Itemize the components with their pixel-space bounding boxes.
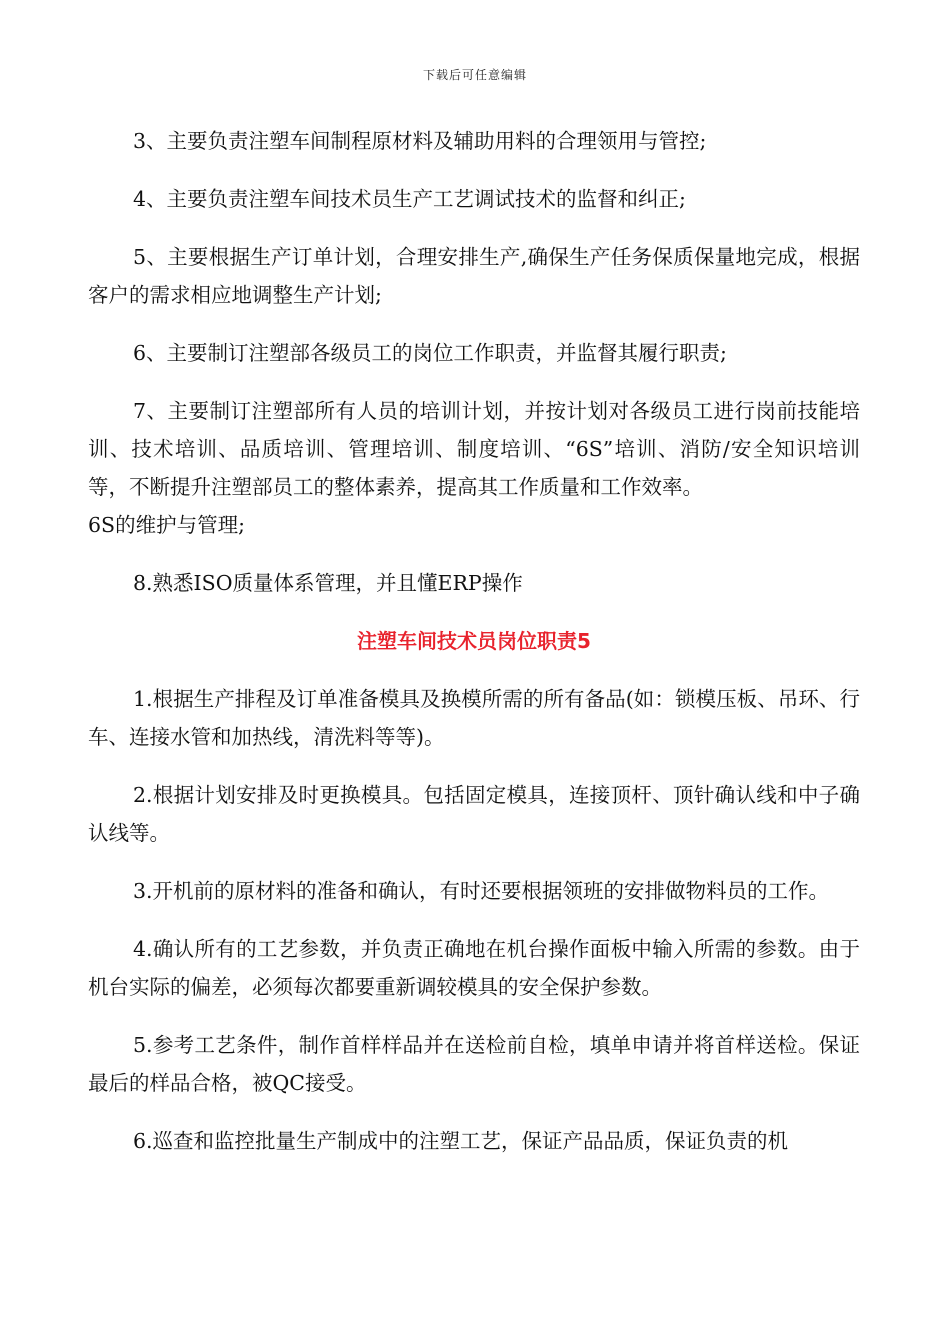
- paragraph-item-5: 5、主要根据生产订单计划，合理安排生产,确保生产任务保质保量地完成，根据客户的需求相应地调整生产计划;: [88, 245, 860, 307]
- paragraph-item-6: 6、主要制订注塑部各级员工的岗位工作职责，并监督其履行职责;: [133, 341, 727, 365]
- duty-item-4: 4.确认所有的工艺参数，并负责正确地在机台操作面板中输入所需的参数。由于机台实际的偏差，必须每次都要重新调较模具的安全保护参数。: [88, 937, 860, 999]
- section-title: 注塑车间技术员岗位职责5: [357, 629, 591, 653]
- paragraph-item-4: 4、主要负责注塑车间技术员生产工艺调试技术的监督和纠正;: [133, 187, 686, 211]
- duty-item-2: 2.根据计划安排及时更换模具。包括固定模具，连接顶杆、顶针确认线和中子确认线等。: [88, 783, 860, 845]
- document-body: [88, 122, 860, 1180]
- paragraph-item-7: 7、主要制订注塑部所有人员的培训计划，并按计划对各级员工进行岗前技能培训、技术培训、品质培训、管理培训、制度培训、“6S”培训、消防/安全知识培训等，不断提升注塑部员工的整体素养，提高其工作质量和工作效率。: [88, 399, 860, 499]
- paragraph-item-3: 3、主要负责注塑车间制程原材料及辅助用料的合理领用与管控;: [133, 129, 707, 153]
- header-note: 下载后可任意编辑: [422, 68, 527, 82]
- paragraph-item-8: 8.熟悉ISO质量体系管理，并且懂ERP操作: [133, 571, 523, 595]
- duty-item-1: 1.根据生产排程及订单准备模具及换模所需的所有备品(如：锁模压板、吊环、行车、连接水管和加热线，清洗料等等)。: [88, 687, 860, 749]
- duty-item-6: 6.巡查和监控批量生产制成中的注塑工艺，保证产品品质，保证负责的机: [133, 1129, 789, 1153]
- duty-item-5: 5.参考工艺条件，制作首样样品并在送检前自检，填单申请并将首样送检。保证最后的样品合格，被QC接受。: [88, 1033, 860, 1095]
- duty-item-3: 3.开机前的原材料的准备和确认，有时还要根据领班的安排做物料员的工作。: [133, 879, 830, 903]
- paragraph-item-7-continued: 6S的维护与管理;: [88, 513, 245, 537]
